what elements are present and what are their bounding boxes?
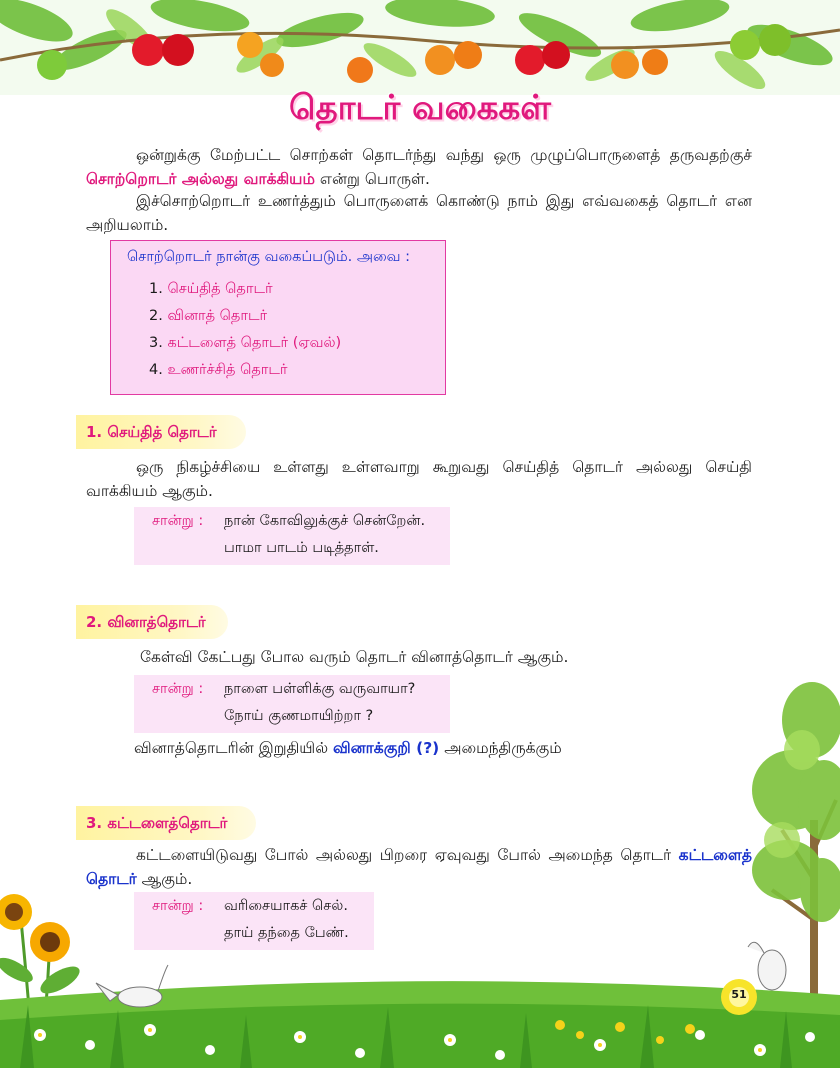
section-1-description: ஒரு நிகழ்ச்சியை உள்ளது உள்ளவாறு கூறுவது செய்தித் தொடர் அல்லது செய்தி வாக்கியம் ஆகும். (86, 458, 752, 500)
example-label: சான்று : (152, 681, 204, 697)
section-2-description: கேள்வி கேட்பது போல வரும் தொடர் வினாத்தொடர் ஆகும். (140, 648, 569, 666)
type-label: செய்தித் தொடர் (167, 281, 273, 297)
example-line: நாளை பள்ளிக்கு வருவாயா? (224, 681, 416, 697)
desc-highlight: கட்டளைத் தொடர் (86, 846, 752, 888)
type-number: 1. (149, 281, 163, 297)
type-number: 3. (149, 335, 163, 351)
example-line: நான் கோவிலுக்குச் சென்றேன். (224, 513, 426, 529)
example-label: சான்று : (152, 513, 204, 529)
intro-paragraph-1 (86, 143, 752, 191)
fruit-branch-banner (0, 0, 840, 95)
desc-text: கட்டளையிடுவது போல் அல்லது பிறரை ஏவுவது போல் அமைந்த தொடர் (136, 846, 672, 864)
section-3-description (86, 843, 752, 891)
section-heading-statement: 1. செய்தித் தொடர் (76, 415, 246, 449)
type-number: 2. (149, 308, 163, 324)
section-heading-question: 2. வினாத்தொடர் (76, 605, 228, 639)
section-heading-command: 3. கட்டளைத்தொடர் (76, 806, 256, 840)
definition-highlight: சொற்றொடர் அல்லது வாக்கியம் (86, 170, 315, 188)
type-label: உணர்ச்சித் தொடர் (167, 362, 288, 378)
example-line: நோய் குணமாயிற்றா ? (224, 708, 374, 724)
type-label: வினாத் தொடர் (167, 308, 268, 324)
note-highlight: வினாக்குறி (?) (333, 739, 440, 757)
page-number: 51 (731, 988, 747, 1001)
type-item (149, 281, 273, 299)
intro-text-end: என்று பொருள். (319, 170, 430, 188)
types-box-heading: சொற்றொடர் நான்கு வகைப்படும். அவை : (127, 249, 411, 265)
example-line: தாய் தந்தை பேண். (224, 925, 349, 941)
question-mark-note (134, 736, 800, 760)
example-box (134, 675, 450, 733)
type-item (149, 362, 288, 380)
example-box (134, 507, 450, 565)
intro-paragraph-2: இச்சொற்றொடர் உணர்த்தும் பொருளைக் கொண்டு நாம் இது எவ்வகைத் தொடர் என அறியலாம். (86, 192, 752, 234)
sentence-types-box (110, 240, 446, 395)
example-line: பாமா பாடம் படித்தாள். (224, 540, 379, 556)
grass-meadow-footer (0, 925, 840, 1068)
type-number: 4. (149, 362, 163, 378)
example-label: சான்று : (152, 898, 204, 914)
type-label: கட்டளைத் தொடர் (ஏவல்) (167, 335, 342, 351)
example-line: வரிசையாகச் செல். (224, 898, 348, 914)
type-item (149, 308, 267, 326)
page-title: தொடர் வகைகள் (289, 88, 551, 128)
type-item (149, 335, 341, 353)
desc-text-end: ஆகும். (141, 870, 193, 888)
intro-text: ஒன்றுக்கு மேற்பட்ட சொற்கள் தொடர்ந்து வந்து ஒரு முழுப்பொருளைத் தருவதற்குச் (136, 146, 752, 164)
note-text: வினாத்தொடரின் இறுதியில் (134, 739, 329, 757)
note-text-end: அமைந்திருக்கும் (444, 739, 562, 757)
